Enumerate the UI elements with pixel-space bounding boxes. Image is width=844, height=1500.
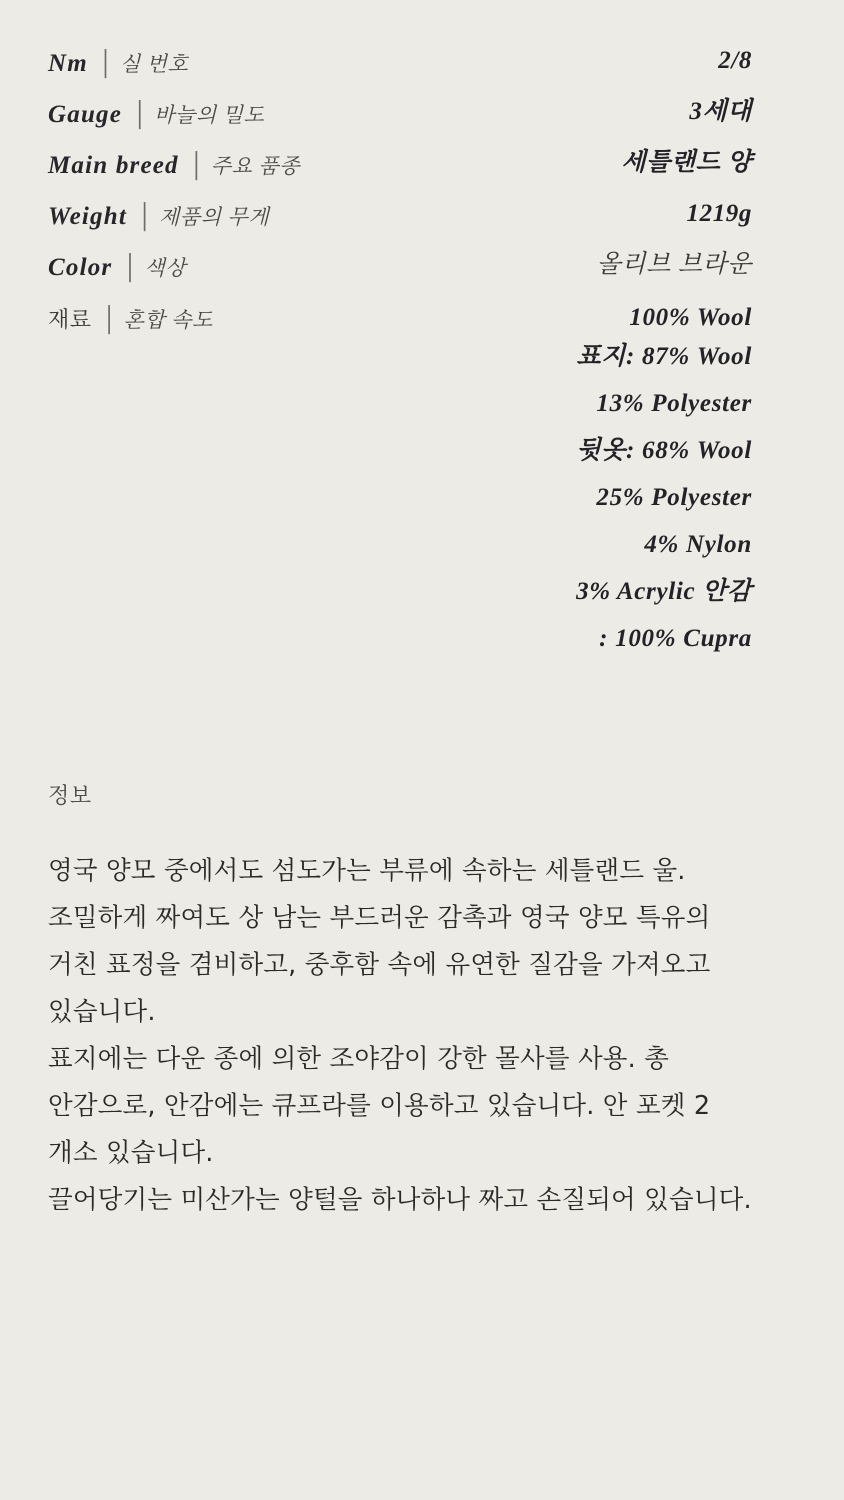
label-separator: │ [96,51,114,77]
table-row [48,201,752,252]
spec-value-cell [463,99,752,150]
spec-value-cell [463,252,752,303]
info-section [48,779,752,1224]
info-paragraph: 조밀하게 짜여도 상 남는 부드러운 감촉과 영국 양모 특유의 거친 표정을 겸비하고, 중후함 속에 유연한 질감을 가져오고 있습니다. [48,903,711,1027]
spec-value: 1219g [686,200,752,227]
spec-label-ko: 색상 [144,256,187,280]
spec-value: 3세대 [689,98,752,125]
materials-value-cell [463,303,752,683]
spec-label-ko: 실 번호 [119,52,189,76]
info-paragraph: 영국 양모 중에서도 섬도가는 부류에 속하는 세틀랜드 울. [48,856,686,886]
spec-label-cell [48,252,463,303]
material-line: 13% Polyester [596,390,752,417]
material-line: : 100% Cupra [599,625,752,652]
material-line: 표지: 87% Wool [576,343,752,370]
material-line: 4% Nylon [644,531,752,558]
info-paragraph: 표지에는 다운 종에 의한 조야감이 강한 몰사를 사용. 총 안감으로, 안감에는 큐프라를 이용하고 있습니다. 안 포켓 2 개소 있습니다. [48,1044,711,1168]
spec-label-en: Main breed [48,152,179,179]
label-separator: │ [100,307,118,333]
spec-value-cell [463,48,752,99]
spec-table-body [48,48,752,683]
table-row [48,48,752,99]
table-row-materials [48,303,752,683]
spec-value-cell [463,150,752,201]
spec-label-en: Gauge [48,101,123,128]
material-line: 3% Acrylic 안감 [576,578,752,605]
table-row [48,99,752,150]
label-separator: │ [131,102,149,128]
spec-label-cell [48,201,463,252]
spec-value-cell [463,201,752,252]
spec-label-ko: 바늘의 밀도 [154,103,265,127]
table-row [48,150,752,201]
materials-label: 재료 [48,307,92,332]
materials-sublabel: 혼합 속도 [123,308,213,332]
spec-label-cell [48,150,463,201]
spec-value: 2/8 [718,47,752,74]
spec-value: 올리브 브라운 [596,251,752,278]
spec-table [48,48,752,683]
spec-value: 세틀랜드 양 [621,149,752,176]
materials-label-cell [48,303,463,683]
spec-label-ko: 주요 품종 [210,154,301,178]
label-separator: │ [135,204,153,230]
spec-label-en: Nm [48,50,88,77]
label-separator: │ [187,153,205,179]
spec-label-cell [48,99,463,150]
info-paragraph: 끌어당기는 미산가는 양털을 하나하나 짜고 손질되어 있습니다. [48,1185,752,1215]
material-line: 100% Wool [629,304,752,331]
label-separator: │ [121,255,139,281]
material-line: 25% Polyester [596,484,752,511]
spec-label-en: Weight [48,203,127,230]
info-body [48,848,752,1224]
spec-label-cell [48,48,463,99]
info-heading: 정보 [48,783,92,808]
spec-label-en: Color [48,254,113,281]
table-row [48,252,752,303]
spec-label-ko: 제품의 무게 [158,205,270,229]
material-line: 뒷옷: 68% Wool [576,437,752,464]
